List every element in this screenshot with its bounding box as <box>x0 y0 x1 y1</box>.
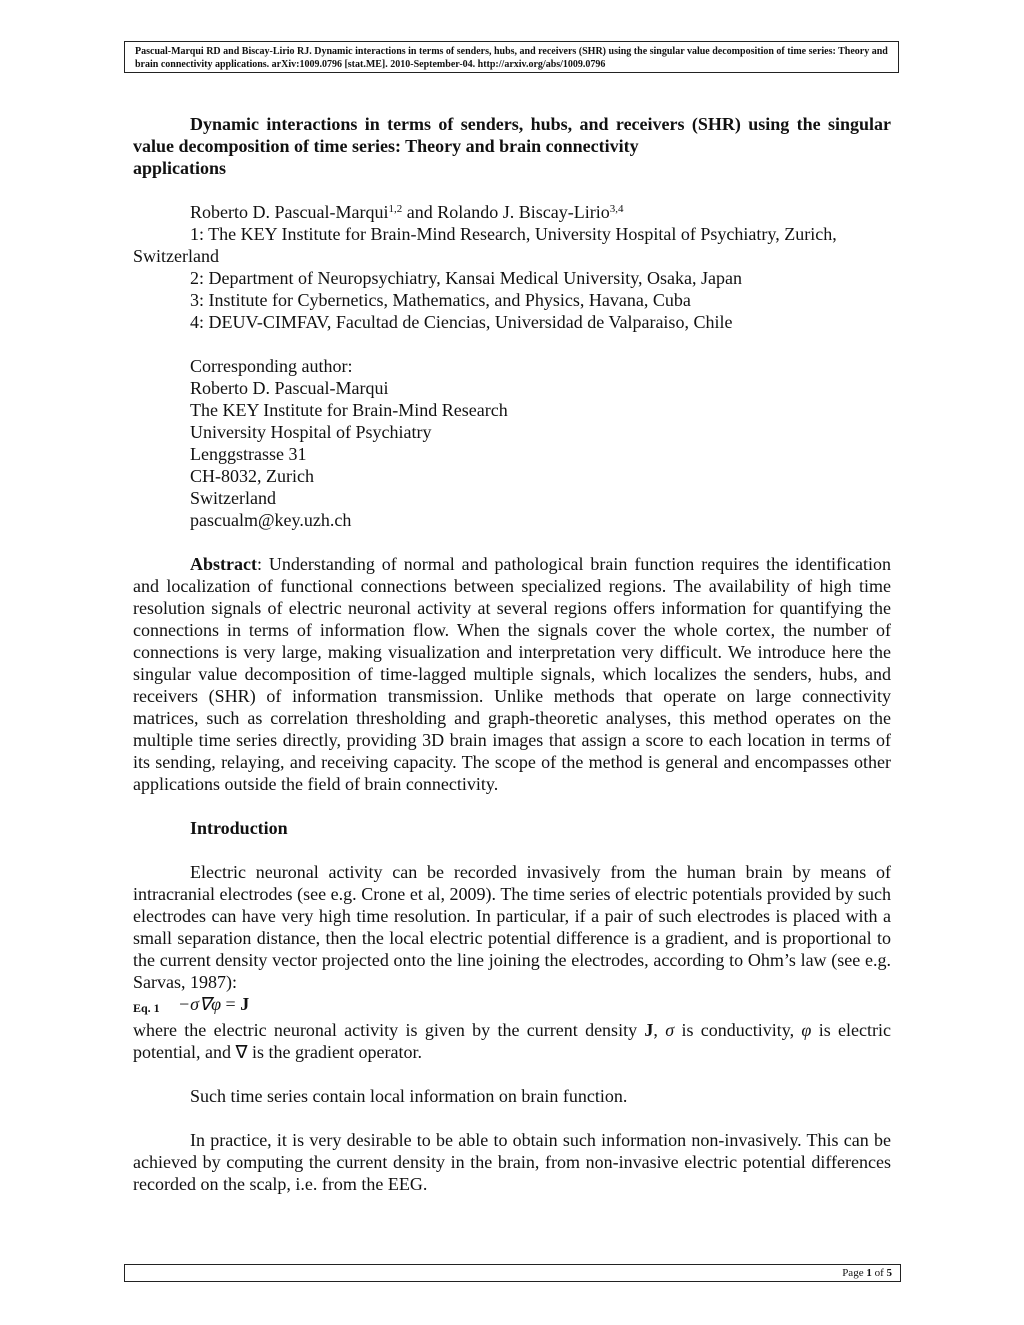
affiliation-4: 4: DEUV-CIMFAV, Facultad de Ciencias, Universidad de Valparaiso, Chile <box>190 312 733 332</box>
intro-paragraph-4: In practice, it is very desirable to be able to obtain such information non-invasively. This can be achieved by computing the current density in the brain, from non-invasive electric potential differences recorded on the scalp, i.e. from the EEG. <box>133 1130 891 1194</box>
abstract <box>133 553 891 795</box>
corresponding-institute: The KEY Institute for Brain-Mind Research <box>190 400 508 420</box>
p2-text-e: is the gradient operator. <box>247 1042 422 1062</box>
author-1-affil: 1,2 <box>388 203 403 215</box>
corresponding-author-block <box>133 355 891 531</box>
paper-title-last: applications <box>133 158 227 178</box>
section-heading-introduction: Introduction <box>190 818 288 838</box>
p2-text-c: is conductivity, <box>674 1020 802 1040</box>
eq-equals: = <box>221 994 241 1014</box>
corresponding-hospital: University Hospital of Psychiatry <box>190 422 432 442</box>
abstract-label: Abstract <box>190 554 257 574</box>
intro-paragraph-3: Such time series contain local information on brain function. <box>190 1086 628 1106</box>
corresponding-country: Switzerland <box>190 488 276 508</box>
author-line <box>133 201 891 223</box>
affiliation-3: 3: Institute for Cybernetics, Mathematics, and Physics, Havana, Cuba <box>190 290 691 310</box>
footer-page-total: 5 <box>886 1267 892 1279</box>
p2-text-a: where the electric neuronal activity is given by the current density <box>133 1020 645 1040</box>
running-header <box>124 41 899 73</box>
header-text: Pascual-Marqui RD and Biscay-Lirio RJ. Dynamic interactions in terms of senders, hubs, and receivers (SHR) using the singular value decomposition of time series: Theory and brain connectivity applications. arXiv:1009.0796 [stat.ME]. 2010-September-04. http://arxiv.org/abs/1009.0796 <box>135 46 888 70</box>
paper-title <box>133 113 891 157</box>
title-text: Dynamic interactions in terms of senders, hubs, and receivers (SHR) using the singular value decomposition of time series: Theory and brain connectivity <box>133 114 891 156</box>
corresponding-email[interactable]: pascualm@key.uzh.ch <box>190 510 352 530</box>
abstract-text: : Understanding of normal and pathological brain function requires the identification and localization of functional connections between specialized regions. The availability of high time resolution signals of electric neuronal activity at several regions offers information for quantifying the connections in terms of information flow. When the signals cover the whole cortex, the number of connections is very large, making visualization and interpretation very difficult. We introduce here the singular value decomposition of time-lagged multiple signals, which localizes the senders, hubs, and receivers (SHR) of information transmission. Unlike methods that operate on large connectivity matrices, such as correlation thresholding and graph-theoretic analyses, this method operates on the multiple time series directly, providing 3D brain images that assign a score to each location in terms of its sending, relaying, and receiving capacity. The scope of the method is general and encompasses other applications outside the field of brain connectivity. <box>133 554 891 794</box>
p2-symbol-sigma: σ <box>665 1020 675 1040</box>
author-and: and <box>402 202 438 222</box>
intro-paragraph-2 <box>133 1019 891 1063</box>
footer-of: of <box>871 1267 887 1279</box>
corresponding-street: Lenggstrasse 31 <box>190 444 307 464</box>
p2-symbol-phi: φ <box>801 1020 812 1040</box>
footer-page-number: 1 <box>866 1267 872 1279</box>
page-content <box>133 113 891 1195</box>
corresponding-label: Corresponding author: <box>190 356 353 376</box>
equation-label: Eq. 1 <box>133 1001 160 1015</box>
affiliation-1-cont: Switzerland <box>133 246 219 266</box>
p2-symbol-nabla: ∇ <box>235 1042 248 1062</box>
affiliation-1: 1: The KEY Institute for Brain-Mind Research, University Hospital of Psychiatry, Zurich, <box>190 224 837 244</box>
footer-page-label: Page <box>842 1267 867 1279</box>
p2-text-d: is electric potential, and <box>133 1020 891 1062</box>
page-footer <box>124 1264 901 1282</box>
equation-1 <box>133 993 891 1019</box>
affiliation-2: 2: Department of Neuropsychiatry, Kansai Medical University, Osaka, Japan <box>190 268 742 288</box>
author-2: Rolando J. Biscay-Lirio <box>437 202 610 222</box>
eq-J: J <box>240 994 250 1014</box>
author-2-affil: 3,4 <box>609 203 624 215</box>
author-1: Roberto D. Pascual-Marqui <box>190 202 389 222</box>
p2-text-b: , <box>653 1020 666 1040</box>
eq-minus-sigma-nabla: −σ∇ <box>178 994 212 1014</box>
equation-body <box>178 993 249 1015</box>
intro-paragraph-1: Electric neuronal activity can be recorded invasively from the human brain by means of intracranial electrodes (see e.g. Crone et al, 2009). The time series of electric potentials provided by such electrodes can have very high time resolution. In particular, if a pair of such electrodes is placed with a small separation distance, then the local electric potential difference is a gradient, and is proportional to the current density vector projected onto the line joining the electrodes, according to Ohm’s law (see e.g. Sarvas, 1987): <box>133 862 891 992</box>
p2-symbol-J: J <box>644 1020 654 1040</box>
eq-phi: φ <box>211 994 222 1014</box>
corresponding-city: CH-8032, Zurich <box>190 466 314 486</box>
corresponding-name: Roberto D. Pascual-Marqui <box>190 378 389 398</box>
